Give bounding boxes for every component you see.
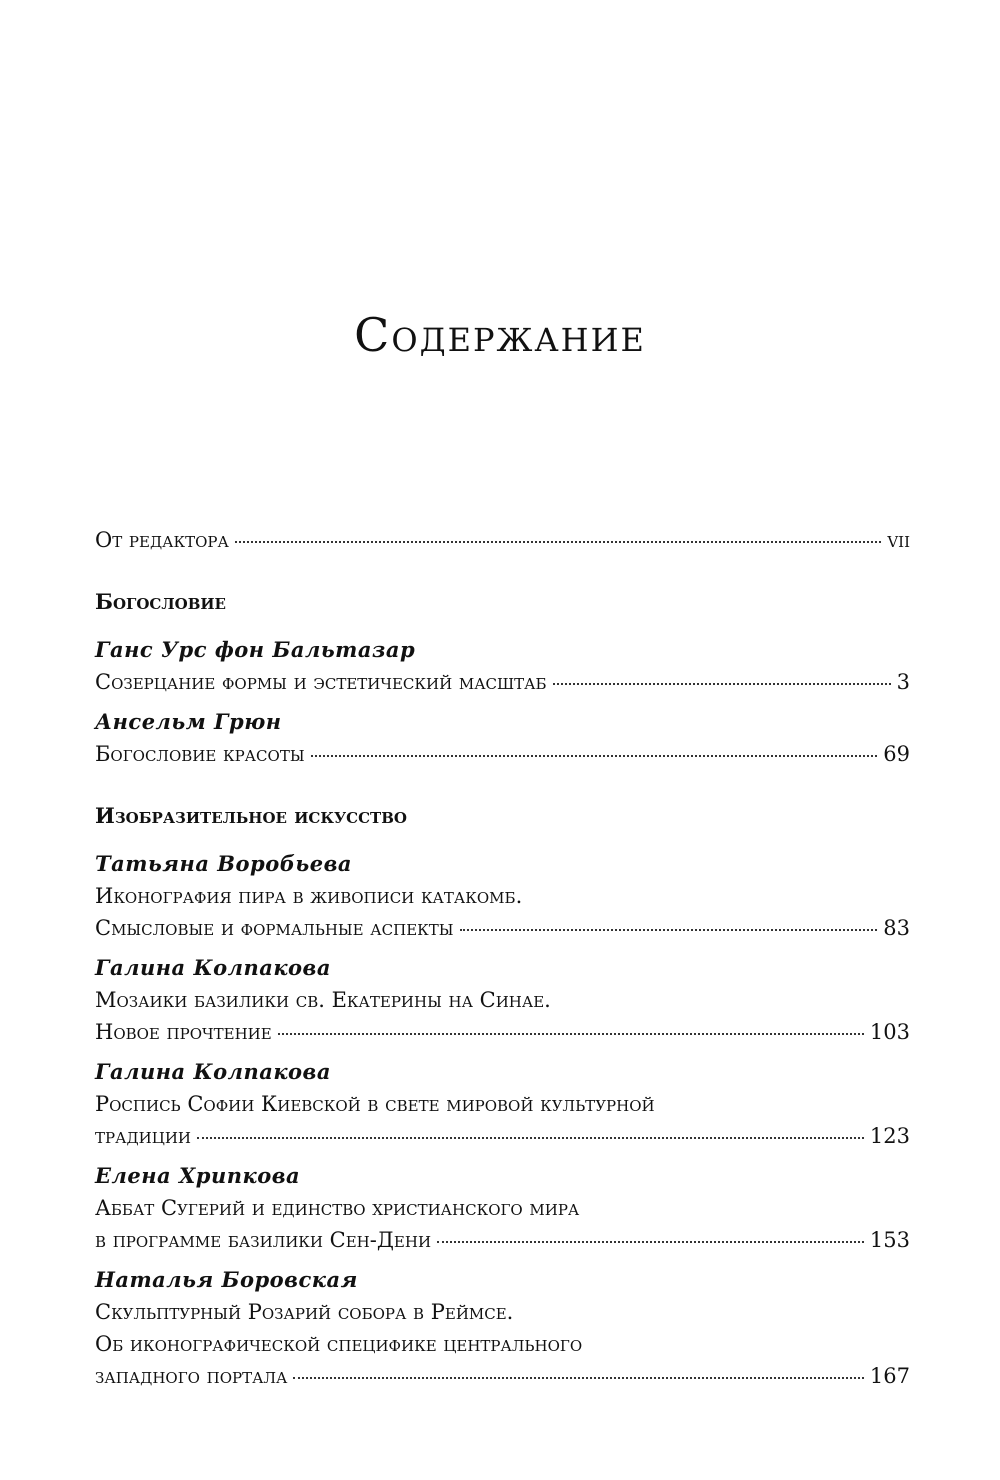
toc-page-number: 69	[883, 742, 910, 766]
entry-last-line	[95, 1016, 910, 1048]
toc-page-number: 123	[869, 1124, 910, 1148]
section-heading: Изобразительное искусство	[95, 803, 407, 828]
dot-leader	[437, 1240, 864, 1243]
toc-entry[interactable]	[95, 1056, 910, 1152]
toc-entry-title: традиции	[95, 1124, 191, 1148]
toc-entry-title: Новое прочтение	[95, 1020, 272, 1044]
page-title: Содержание	[354, 308, 646, 362]
section-heading: Богословие	[95, 589, 226, 614]
dot-leader	[460, 928, 878, 931]
table-of-contents	[95, 524, 910, 1400]
entry-author: Наталья Боровская	[95, 1267, 358, 1292]
dot-leader	[278, 1032, 864, 1035]
toc-entry-title: От редактора	[95, 528, 229, 552]
toc-page-number: 103	[869, 1020, 910, 1044]
entry-title-line: Скульптурный Розарий собора в Реймсе.	[95, 1300, 514, 1324]
toc-entry[interactable]	[95, 1160, 910, 1256]
toc-entry-title: Богословие красоты	[95, 742, 305, 766]
entry-author: Татьяна Воробьева	[95, 851, 352, 876]
dot-leader	[293, 1376, 864, 1379]
toc-page-number: 3	[896, 670, 910, 694]
toc-entry-editor[interactable]	[95, 524, 910, 556]
dot-leader	[197, 1136, 864, 1139]
toc-entry[interactable]	[95, 1264, 910, 1392]
toc-entry-title: Смысловые и формальные аспекты	[95, 916, 454, 940]
toc-page-number: vii	[887, 528, 910, 552]
dot-leader	[311, 754, 878, 757]
toc-entry-title: Созерцание формы и эстетический масштаб	[95, 670, 547, 694]
toc-page-number: 167	[869, 1364, 910, 1388]
toc-entry[interactable]	[95, 634, 910, 698]
entry-title-line: Об иконографической специфике центрального	[95, 1332, 583, 1356]
toc-entry[interactable]	[95, 706, 910, 770]
toc-page-number: 83	[883, 916, 910, 940]
entry-last-line	[95, 1120, 910, 1152]
entry-last-line	[95, 1224, 910, 1256]
toc-page-number: 153	[869, 1228, 910, 1252]
toc-entry-title: в программе базилики Сен-Дени	[95, 1228, 432, 1252]
toc-entry[interactable]	[95, 848, 910, 944]
entry-author: Галина Колпакова	[95, 1059, 331, 1084]
entry-author: Ганс Урс фон Бальтазар	[95, 637, 416, 662]
entry-title-line: Мозаики базилики св. Екатерины на Синае.	[95, 988, 551, 1012]
entry-author: Галина Колпакова	[95, 955, 331, 980]
toc-entry-title: западного портала	[95, 1364, 288, 1388]
entry-title-line: Иконография пира в живописи катакомб.	[95, 884, 523, 908]
dot-leader	[553, 682, 891, 685]
dot-leader	[235, 540, 881, 543]
entry-title-line: Аббат Сугерий и единство христианского мира	[95, 1196, 580, 1220]
entry-last-line	[95, 666, 910, 698]
entry-last-line	[95, 912, 910, 944]
entry-last-line	[95, 1360, 910, 1392]
entry-author: Елена Хрипкова	[95, 1163, 301, 1188]
entry-last-line	[95, 738, 910, 770]
toc-sections	[95, 586, 910, 1392]
entry-title-line: Роспись Софии Киевской в свете мировой культурной	[95, 1092, 655, 1116]
entry-author: Ансельм Грюн	[95, 709, 282, 734]
toc-entry[interactable]	[95, 952, 910, 1048]
